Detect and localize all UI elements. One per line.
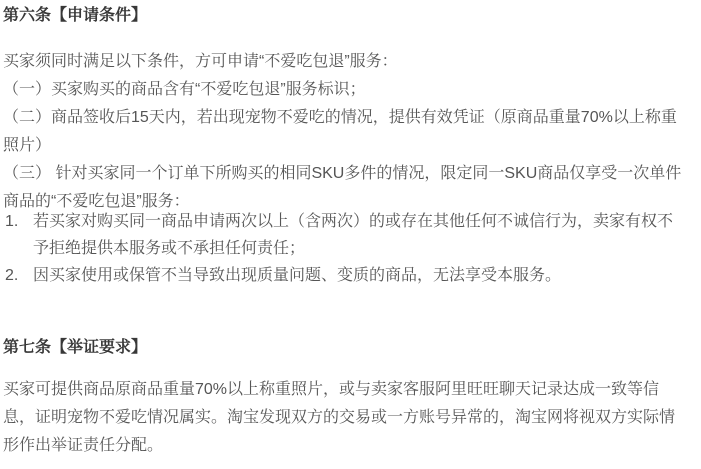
- section7-body: 买家可提供商品原商品重量70%以上称重照片，或与卖家客服阿里旺旺聊天记录达成一致等信息，证明宠物不爱吃情况属实。淘宝发现双方的交易或一方账号异常的，淘宝网将视双方实际情形作出举证责任分配。: [3, 381, 676, 454]
- exception-item-1: [3, 208, 683, 262]
- exception-list: [3, 208, 683, 289]
- section7-heading: 第七条【举证要求】: [3, 339, 148, 356]
- exception-item-2: [3, 262, 683, 289]
- section6-heading: 第六条【申请条件】: [3, 7, 148, 24]
- exception-1-text: 若买家对购买同一商品申请两次以上（含两次）的或存在其他任何不诚信行为，卖家有权不予拒绝提供本服务或不承担任何责任；: [33, 213, 674, 257]
- exception-2-text: 因买家使用或保管不当导致出现质量问题、变质的商品，无法享受本服务。: [33, 267, 562, 284]
- condition-3: （三） 针对买家同一个订单下所购买的相同SKU多件的情况，限定同一SKU商品仅享受一次单件商品的“不爱吃包退”服务：: [3, 165, 682, 210]
- condition-2: （二）商品签收后15天内，若出现宠物不爱吃的情况，提供有效凭证（原商品重量70%以上称重照片）: [3, 109, 677, 154]
- exception-1-number: 1.: [5, 213, 19, 230]
- exception-2-number: 2.: [5, 267, 19, 284]
- section6-intro: 买家须同时满足以下条件，方可申请“不爱吃包退”服务：: [3, 53, 398, 70]
- condition-1: （一）买家购买的商品含有“不爱吃包退”服务标识；: [3, 81, 366, 98]
